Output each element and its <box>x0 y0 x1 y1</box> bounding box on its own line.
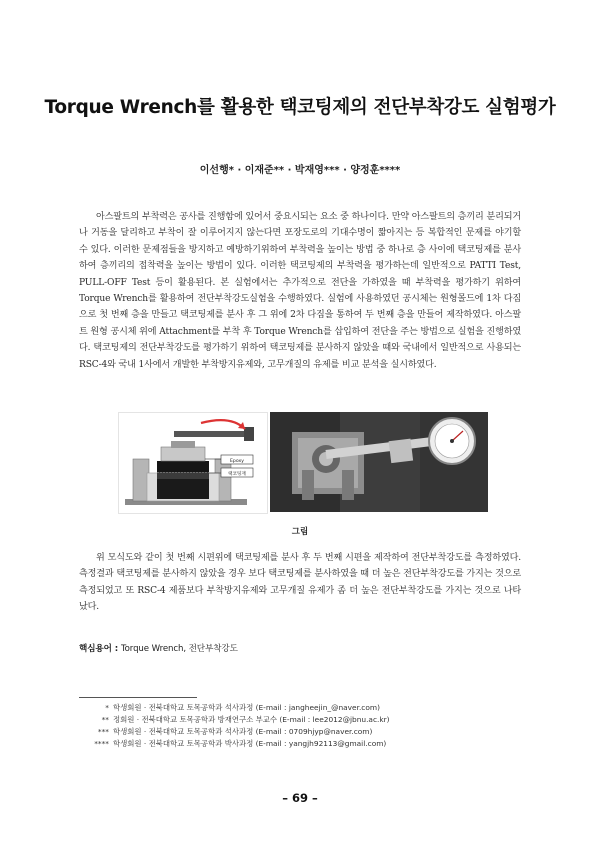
page-number: – 69 – <box>282 791 318 805</box>
footnote-marker: ** <box>101 715 109 725</box>
footnote-marker: * <box>105 703 109 712</box>
keywords-text: Torque Wrench, 전단부착강도 <box>120 644 238 654</box>
keywords-label: 핵심용어 : <box>79 644 121 654</box>
footnote-item <box>79 738 539 750</box>
footnotes <box>79 702 539 750</box>
apparatus-photo <box>270 412 488 512</box>
footnote-text: 학생회원 · 전북대학교 토목공학과 석사과정 (E-mail : 0709hjyp@naver.com) <box>113 727 373 737</box>
footnote-item <box>79 714 539 726</box>
footnote-marker: *** <box>97 727 109 737</box>
footnote-item <box>79 702 539 714</box>
footnote-text: 학생회원 · 전북대학교 토목공학과 박사과정 (E-mail : yangjh92113@gmail.com) <box>113 739 387 749</box>
footnote-divider <box>79 697 197 698</box>
footnote-text: 정회원 · 전북대학교 토목공학과 방재연구소 부교수 (E-mail : lee2012@jbnu.ac.kr) <box>113 715 390 725</box>
abstract-paragraph: 아스팔트의 부착력은 공사를 진행함에 있어서 중요시되는 요소 중 하나이다. 만약 아스팔트의 층끼리 분리되거나 거동을 달리하고 부착이 잘 이루어지지 않는다면 포장도로의 기대수명이 짧아지는 등 복합적인 문제를 야기할 수 있다. 이러한 문제점들을 방지하고 예방하기위하여 부착력을 높이는 방법 중 하나로 층 사이에 택코팅제를 분사하여 층끼리의 접착력을 높이는 방법이 있다. 이러한 택코팅제의 부착력을 평가하는데 일반적으로 PATTI Test, PULL-OFF Test 등이 활용된다. 본 실험에서는 추가적으로 전단을 가하였을 때 부착력을 평가하기 위하여 Torque Wrench를 활용하여 전단부착강도실험을 수행하였다. 실험에 사용하였던 공시체는 원형몰드에 1차 다짐으로 첫 번째 층을 만들고 택코팅제를 분사 후 그 위에 2차 다짐을 통하여 두 번째 층을 만들어 제작하였다. 아스팔트 원형 공시체 위에 Attachment를 부착 후 Torque Wrench를 삽입하여 전단을 주는 방법으로 실험을 진행하였다. 택코팅제의 전단부착강도를 평가하기 위하여 택코팅제를 분사하지 않았을 때와 국내에서 일반적으로 사용되는 RSC-4와 국내 1사에서 개발한 부착방지유제와, 고무개질의 유제를 비교 분석을 실시하였다. <box>79 212 521 370</box>
paper-title: Torque Wrench를 활용한 택코팅제의 전단부착강도 실험평가 <box>44 97 556 118</box>
figure <box>118 412 488 512</box>
keywords <box>79 642 238 654</box>
epoxy-label-box <box>205 455 253 464</box>
results-paragraph: 위 모식도와 같이 첫 번째 시편위에 택코팅제를 분사 후 두 번째 시편을 제작하여 전단부착강도를 측정하였다. 측정결과 택코팅제를 분사하지 않았을 경우 보다 택코팅제를 분사하였을 때 더 높은 전단부착강도를 가지는 것으로 측정되었고 또 RSC-4 제품보다 부착방지유제와 고무개질 유제가 좀 더 높은 전단부착강도를 가지는 것으로 나타났다. <box>79 553 521 613</box>
schematic-diagram <box>118 412 268 514</box>
author-list: 이선행* · 이재준** · 박재영*** · 양정훈**** <box>199 165 401 176</box>
epoxy-label: Epoxy <box>230 459 244 464</box>
footnote-marker: **** <box>94 739 109 749</box>
footnote-item <box>79 726 539 738</box>
footnote-text: 학생회원 · 전북대학교 토목공학과 석사과정 (E-mail : jangheejin_@naver.com) <box>113 703 380 712</box>
tack-coat-label: 택코팅재 <box>228 472 246 477</box>
figure-caption: 그림 <box>291 527 309 537</box>
